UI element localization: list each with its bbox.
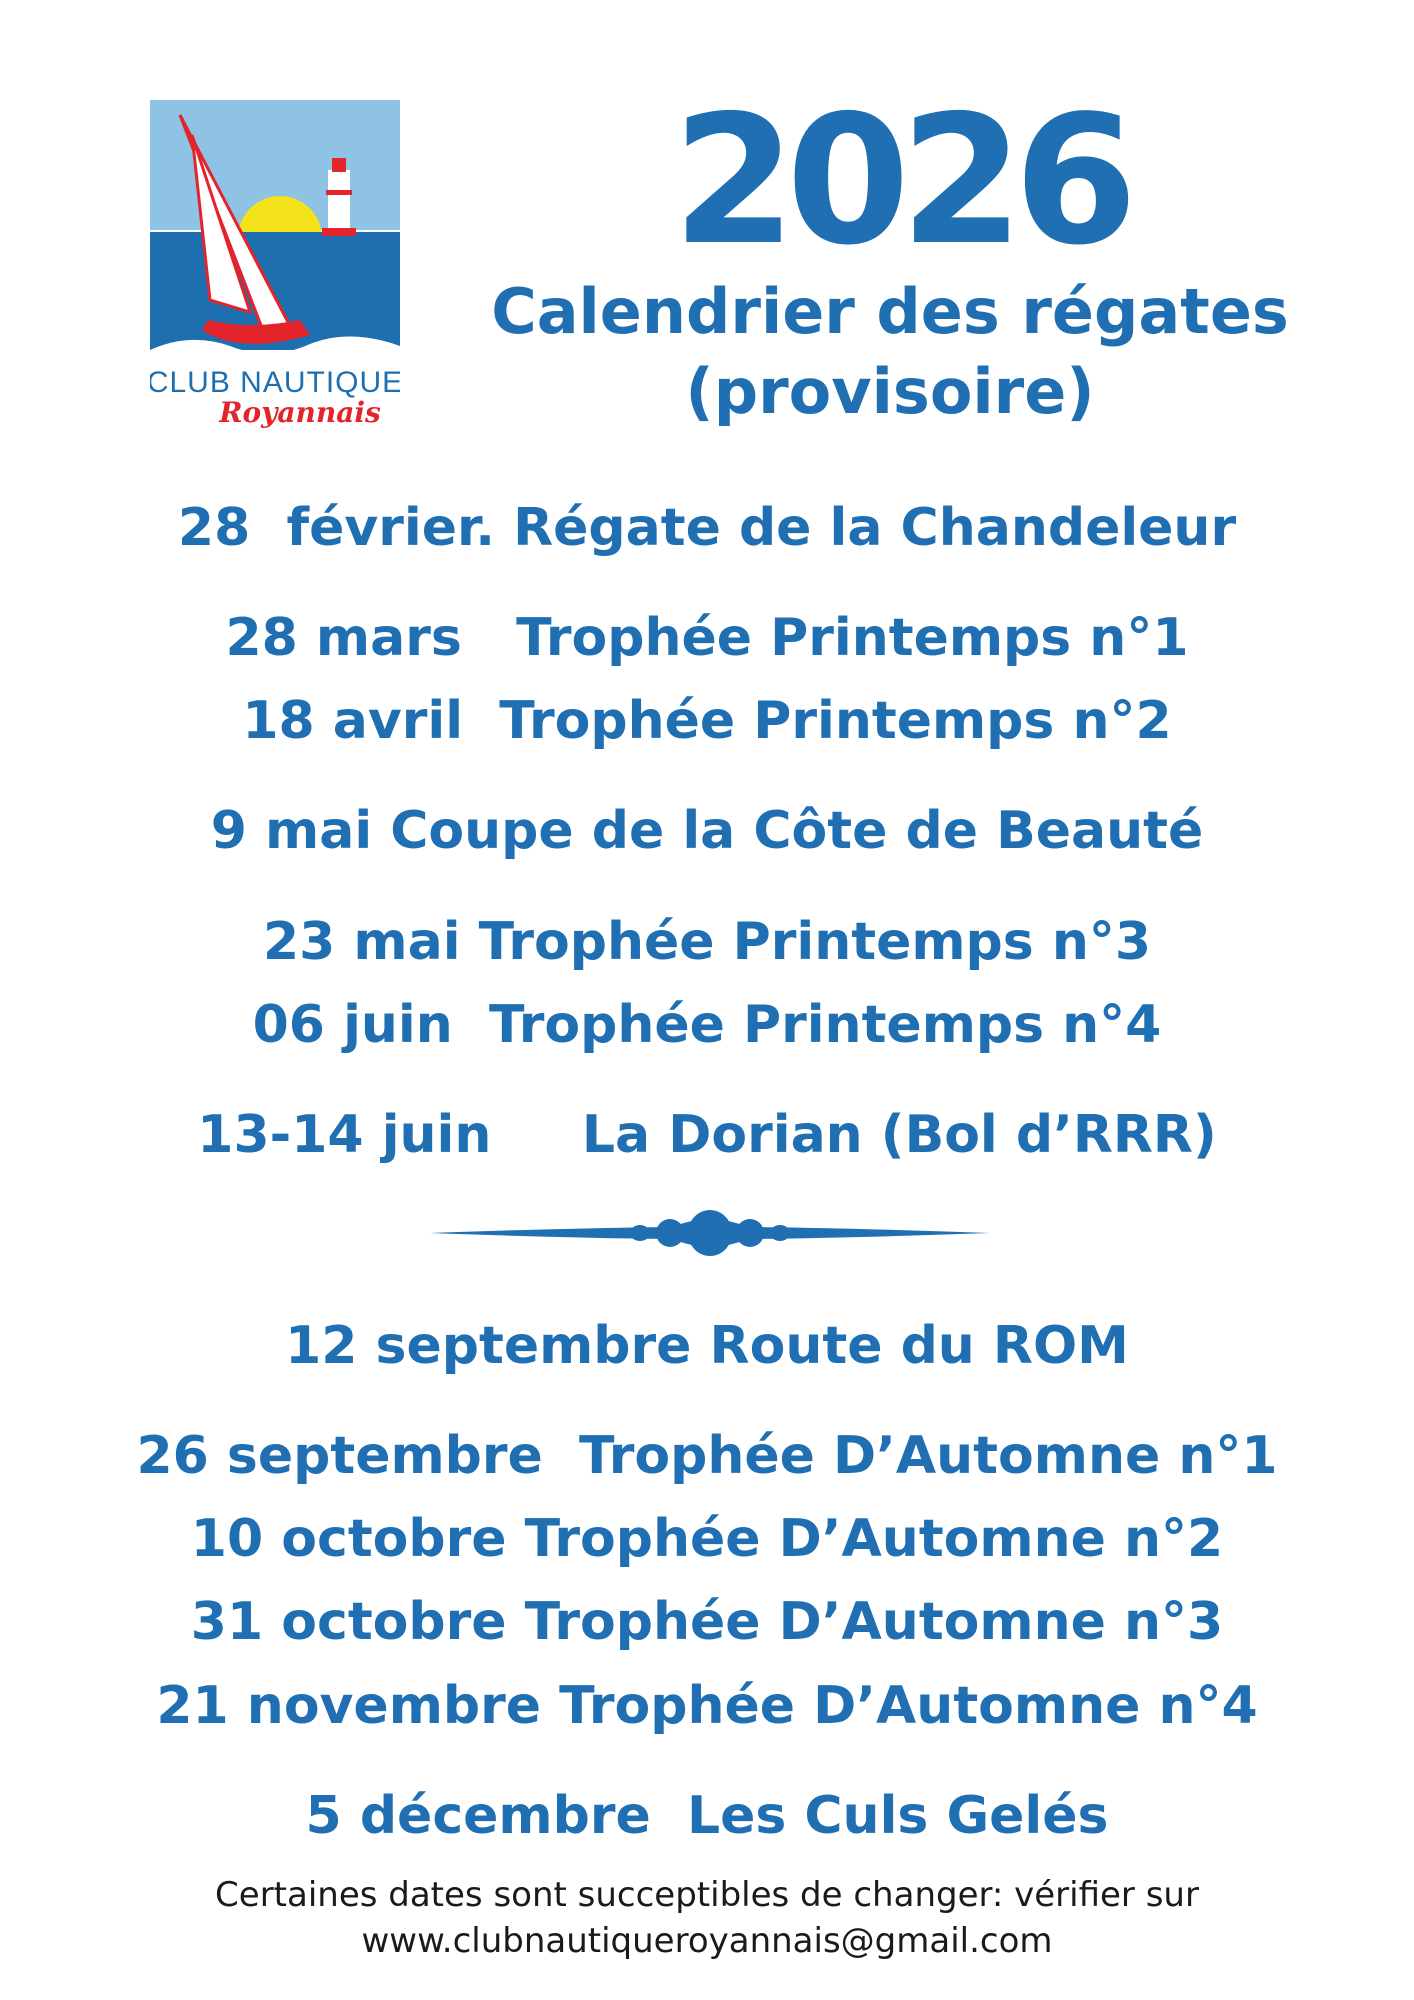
event-item: 9 mai Coupe de la Côte de Beauté	[210, 801, 1204, 861]
event-item: 12 septembre Route du ROM	[285, 1316, 1129, 1376]
footer-note	[0, 1872, 1414, 1964]
event-item: 31 octobre Trophée D’Automne n°3	[190, 1592, 1224, 1652]
logo-text-club: CLUB NAUTIQUE	[150, 366, 400, 399]
ornamental-divider	[430, 1208, 990, 1258]
event-item: 28 mars Trophée Printemps n°1	[225, 608, 1189, 668]
event-item: 26 septembre Trophée D’Automne n°1	[136, 1426, 1278, 1486]
page-title	[440, 272, 1340, 432]
event-item: 06 juin Trophée Printemps n°4	[252, 995, 1162, 1055]
event-item: 10 octobre Trophée D’Automne n°2	[190, 1509, 1224, 1569]
event-item: 23 mai Trophée Printemps n°3	[262, 912, 1152, 972]
event-item: 5 décembre Les Culs Gelés	[305, 1786, 1109, 1846]
event-item: 18 avril Trophée Printemps n°2	[242, 691, 1172, 751]
logo-text-royannais: Royannais	[219, 396, 381, 429]
event-item: 21 novembre Trophée D’Automne n°4	[156, 1676, 1258, 1736]
title-line-2: (provisoire)	[685, 355, 1095, 428]
year-heading: 2026	[672, 77, 1128, 284]
event-item: 28 février. Régate de la Chandeleur	[177, 498, 1237, 558]
club-logo	[150, 100, 400, 435]
footer-email: www.clubnautiqueroyannais@gmail.com	[361, 1921, 1053, 1961]
footer-line-1: Certaines dates sont succeptibles de changer: vérifier sur	[215, 1875, 1199, 1915]
event-item: 13-14 juin La Dorian (Bol d’RRR)	[197, 1105, 1217, 1165]
title-line-1: Calendrier des régates	[491, 275, 1289, 348]
